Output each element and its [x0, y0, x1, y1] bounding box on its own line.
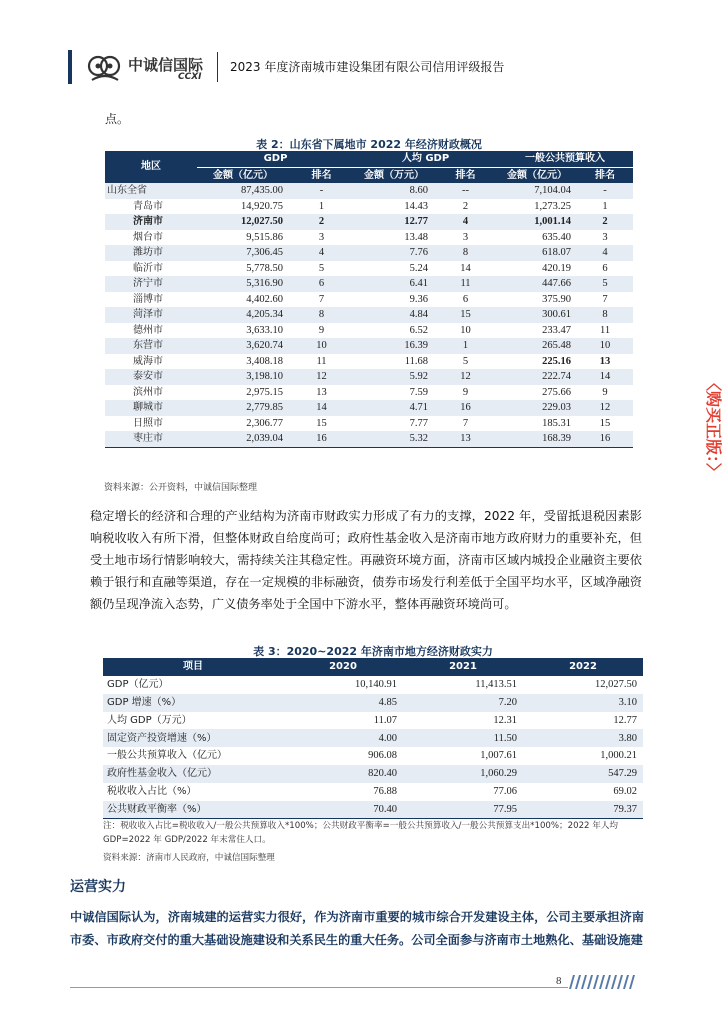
- cell-gdp-per-capita-rank: 12: [434, 369, 497, 385]
- cell-item: 政府性基金收入（亿元）: [103, 765, 283, 783]
- cell-budget-rank: 12: [577, 400, 633, 416]
- t3-head-year: 2022: [523, 658, 643, 676]
- cell-gdp: 2,779.85: [197, 400, 289, 416]
- cell-budget: 168.39: [497, 431, 577, 447]
- table2-regional-economy: [105, 151, 633, 448]
- cell-gdp-per-capita: 5.92: [354, 369, 434, 385]
- cell-gdp-per-capita-rank: 1: [434, 338, 497, 354]
- table-row: [105, 292, 633, 308]
- cell-2022: 12,027.50: [595, 679, 637, 691]
- cell-region: 青岛市: [133, 200, 163, 212]
- cell-gdp-per-capita-rank: 8: [434, 245, 497, 261]
- cell-gdp-per-capita: 6.41: [354, 276, 434, 292]
- table-row: [103, 801, 643, 819]
- cell-budget: 1,001.14: [497, 214, 577, 230]
- cell-2020: 76.88: [373, 785, 397, 797]
- cell-region: 滨州市: [133, 386, 163, 398]
- cell-budget-rank: -: [577, 183, 633, 199]
- cell-budget: 265.48: [497, 338, 577, 354]
- cell-gdp-per-capita: 4.84: [354, 307, 434, 323]
- header-separator: [217, 52, 218, 82]
- cell-region: 济宁市: [105, 276, 197, 292]
- cell-gdp-per-capita: 8.60: [354, 183, 434, 199]
- cell-gdp-rank: 1: [318, 200, 325, 212]
- cell-region: 威海市: [133, 355, 163, 367]
- cell-gdp-per-capita-rank: --: [434, 183, 497, 199]
- cell-gdp-per-capita: 7.77: [409, 417, 428, 429]
- cell-budget: 300.61: [497, 307, 577, 323]
- cell-budget-rank: 1: [602, 200, 608, 212]
- cell-gdp: 2,975.15: [246, 386, 283, 398]
- cell-budget: 447.66: [497, 276, 577, 292]
- table3-jinan-economy: [103, 658, 643, 819]
- table-row: [103, 676, 643, 694]
- table3-caption: 表 3：2020~2022 年济南市地方经济财政实力: [253, 645, 493, 658]
- cell-2021: 1,060.29: [403, 765, 523, 783]
- cell-budget-rank: 9: [602, 386, 608, 398]
- cell-item: GDP（亿元）: [107, 679, 169, 691]
- cell-gdp: 4,402.60: [246, 293, 283, 305]
- table3-note-text: 注：税收收入占比=税收收入/一般公共预算收入*100%；公共财政平衡率=一般公共预算收入/一般公共预算支出*100%；2022 年人均GDP=2022 年 GDP/2022 年末常住人口。: [103, 821, 619, 845]
- cell-region: 淄博市: [133, 293, 163, 305]
- footer-stripes-decoration: [567, 975, 637, 989]
- cell-region: 烟台市: [133, 231, 163, 243]
- cell-gdp-per-capita-rank: 5: [462, 355, 469, 367]
- table-row: [105, 276, 633, 292]
- cell-2021: 1,007.61: [480, 750, 517, 762]
- table-row: [103, 712, 643, 730]
- header-accent-bar: [68, 50, 72, 84]
- table2-caption: 表 2：山东省下属地市 2022 年经济财政概况: [256, 138, 482, 151]
- table-row: [105, 385, 633, 401]
- section-title: 运营实力: [70, 879, 126, 895]
- cell-gdp-rank: 11: [316, 355, 327, 367]
- cell-2022: 3.80: [523, 729, 643, 747]
- cell-gdp-per-capita: 7.59: [409, 386, 428, 398]
- cell-2021: 77.95: [403, 801, 523, 819]
- cell-item: 固定资产投资增速（%）: [103, 729, 283, 747]
- cell-gdp-per-capita-rank: 10: [460, 324, 471, 336]
- cell-gdp-per-capita-rank: 14: [460, 262, 471, 274]
- cell-budget: 1,273.25: [534, 200, 572, 212]
- cell-gdp-per-capita: 16.39: [354, 338, 434, 354]
- cell-region: 泰安市: [105, 369, 197, 385]
- cell-gdp-rank: 13: [316, 386, 327, 398]
- cell-budget: 225.16: [542, 355, 572, 367]
- cell-budget-rank: 7: [602, 293, 608, 305]
- cell-budget: 222.74: [497, 369, 577, 385]
- cell-budget-rank: 16: [577, 431, 633, 447]
- cell-gdp: 5,778.50: [246, 262, 283, 274]
- cell-gdp: 12,027.50: [197, 214, 289, 230]
- cell-gdp: 2,039.04: [197, 431, 289, 447]
- cell-gdp-rank: 7: [318, 293, 325, 305]
- cell-gdp-per-capita: 4.71: [354, 400, 434, 416]
- cell-budget: 185.31: [542, 417, 572, 429]
- cell-gdp: 4,205.34: [197, 307, 289, 323]
- cell-item: 一般公共预算收入（亿元）: [107, 750, 227, 762]
- t2-head-rank: 排名: [289, 167, 354, 183]
- cell-region: 菏泽市: [105, 307, 197, 323]
- table3-source: 资料来源：济南市人民政府，中诚信国际整理: [103, 853, 275, 863]
- cell-budget-rank: 2: [577, 214, 633, 230]
- section-text: 中诚信国际认为，济南城建的运营实力很好，作为济南市重要的城市综合开发建设主体，公司主要承担济南市委、市政府交付的重大基础设施建设和关系民生的重大任务。公司全面参与济南市土地熟化、基础设施建: [70, 910, 644, 947]
- cell-gdp-per-capita: 12.77: [354, 214, 434, 230]
- cell-budget-rank: 4: [577, 245, 633, 261]
- cell-gdp-per-capita-rank: 15: [434, 307, 497, 323]
- cell-item: GDP 增速（%）: [103, 694, 283, 712]
- cell-gdp-rank: 4: [289, 245, 354, 261]
- cell-2020: 4.85: [283, 694, 403, 712]
- table-row: [105, 199, 633, 215]
- cell-gdp: 7,306.45: [197, 245, 289, 261]
- t2-head-budget: 一般公共预算收入: [497, 151, 633, 167]
- cell-budget-rank: 15: [599, 417, 611, 429]
- table-row: [105, 230, 633, 246]
- cell-gdp-per-capita: 6.52: [409, 324, 428, 336]
- cell-2022: 3.10: [523, 694, 643, 712]
- cell-budget-rank: 13: [599, 355, 611, 367]
- ccxi-logo-icon: [86, 52, 124, 84]
- t2-head-rank: 排名: [434, 167, 497, 183]
- table3-note: [103, 819, 643, 865]
- cell-budget: 618.07: [497, 245, 577, 261]
- cell-budget: 275.66: [542, 386, 572, 398]
- table-row: [105, 369, 633, 385]
- cell-gdp-rank: 8: [289, 307, 354, 323]
- cell-budget-rank: 3: [602, 231, 608, 243]
- cell-2020: 906.08: [368, 750, 397, 762]
- cell-gdp-per-capita: 9.36: [409, 293, 428, 305]
- cell-budget: 635.40: [542, 231, 572, 243]
- cell-gdp-rank: 9: [318, 324, 325, 336]
- t2-head-region: 地区: [105, 151, 197, 183]
- cell-budget-rank: 11: [599, 324, 611, 336]
- cell-gdp-rank: -: [289, 183, 354, 199]
- cell-region: 东营市: [105, 338, 197, 354]
- t2-head-gdp: GDP: [197, 151, 354, 167]
- table-row: [105, 416, 633, 432]
- cell-gdp: 3,198.10: [197, 369, 289, 385]
- cell-gdp-per-capita: 11.68: [404, 355, 428, 367]
- cell-2021: 11,413.51: [475, 679, 517, 691]
- table-row: [103, 694, 643, 712]
- t2-head-gdp-per-capita: 人均 GDP: [354, 151, 497, 167]
- table-row: [105, 214, 633, 230]
- table-row: [103, 747, 643, 765]
- cell-region: 德州市: [133, 324, 163, 336]
- cell-2022: 1,000.21: [600, 750, 637, 762]
- cell-2021: 77.06: [493, 785, 517, 797]
- cell-gdp: 3,620.74: [197, 338, 289, 354]
- cell-gdp: 3,408.18: [246, 355, 283, 367]
- cell-2021: 11.50: [403, 729, 523, 747]
- cell-2020: 10,140.91: [355, 679, 397, 691]
- cell-gdp-per-capita-rank: 13: [434, 431, 497, 447]
- cell-gdp-rank: 5: [318, 262, 325, 274]
- report-title: 2023 年度济南城市建设集团有限公司信用评级报告: [230, 60, 505, 74]
- table-row: [103, 783, 643, 801]
- cell-gdp: 5,316.90: [197, 276, 289, 292]
- page-number: 8: [556, 975, 562, 987]
- cell-2022: 79.37: [523, 801, 643, 819]
- cell-gdp-rank: 10: [289, 338, 354, 354]
- ccxi-logo: [86, 52, 210, 86]
- cell-gdp-per-capita-rank: 7: [462, 417, 469, 429]
- stamp-text: 〈购买正版：〉: [704, 375, 723, 480]
- t2-head-amount: 金额（亿元）: [197, 167, 289, 183]
- logo-cn-text: 中诚信国际: [128, 56, 204, 74]
- cell-gdp: 3,633.10: [246, 324, 283, 336]
- cell-gdp: 87,435.00: [197, 183, 289, 199]
- cell-gdp-per-capita-rank: 2: [462, 200, 469, 212]
- t2-head-amount: 金额（万元）: [354, 167, 434, 183]
- cell-gdp-per-capita-rank: 9: [462, 386, 469, 398]
- cell-gdp-per-capita: 13.48: [404, 231, 428, 243]
- cell-2022: 547.29: [523, 765, 643, 783]
- table-row: [105, 323, 633, 339]
- cell-budget: 233.47: [542, 324, 572, 336]
- table-row: [105, 183, 633, 199]
- cell-gdp-per-capita: 14.43: [404, 200, 428, 212]
- table-row: [105, 400, 633, 416]
- cell-2020: 820.40: [283, 765, 403, 783]
- cell-item: 公共财政平衡率（%）: [103, 801, 283, 819]
- cell-gdp-per-capita: 5.32: [354, 431, 434, 447]
- cell-2020: 70.40: [283, 801, 403, 819]
- cell-region: 潍坊市: [105, 245, 197, 261]
- table-row: [105, 354, 633, 370]
- cell-budget-rank: 14: [577, 369, 633, 385]
- table-row: [105, 261, 633, 277]
- table-row: [103, 729, 643, 747]
- cell-gdp-rank: 6: [289, 276, 354, 292]
- t3-head-year: 2020: [283, 658, 403, 676]
- cell-gdp: 9,515.86: [246, 231, 283, 243]
- cell-region: 聊城市: [105, 400, 197, 416]
- cell-budget: 375.90: [542, 293, 572, 305]
- cell-region: 枣庄市: [105, 431, 197, 447]
- cell-gdp-per-capita: 7.76: [354, 245, 434, 261]
- cell-region: 济南市: [105, 214, 197, 230]
- cell-budget-rank: 10: [577, 338, 633, 354]
- logo-en-text: CCXI: [178, 72, 202, 82]
- cell-budget: 420.19: [542, 262, 572, 274]
- cell-2020: 11.07: [373, 714, 397, 726]
- table-row: [105, 245, 633, 261]
- t2-head-rank: 排名: [577, 167, 633, 183]
- cell-gdp-rank: 14: [289, 400, 354, 416]
- cell-2020: 4.00: [283, 729, 403, 747]
- cell-budget: 229.03: [497, 400, 577, 416]
- cell-gdp-rank: 15: [316, 417, 327, 429]
- cell-gdp-rank: 12: [289, 369, 354, 385]
- t2-head-amount: 金额（亿元）: [497, 167, 577, 183]
- cell-budget-rank: 8: [577, 307, 633, 323]
- cell-gdp-per-capita: 5.24: [409, 262, 428, 274]
- table2-source: 资料来源：公开资料，中诚信国际整理: [104, 483, 258, 493]
- cell-region: 临沂市: [133, 262, 163, 274]
- footer-rule: [70, 987, 568, 988]
- cell-gdp-rank: 2: [289, 214, 354, 230]
- cell-gdp-rank: 16: [289, 431, 354, 447]
- cell-2022: 12.77: [613, 714, 637, 726]
- t3-head-year: 2021: [403, 658, 523, 676]
- table-row: [105, 307, 633, 323]
- cell-item: 人均 GDP（万元）: [107, 714, 192, 726]
- cell-gdp-per-capita-rank: 11: [434, 276, 497, 292]
- cell-gdp-per-capita-rank: 4: [434, 214, 497, 230]
- cell-budget: 7,104.04: [497, 183, 577, 199]
- cell-region: 山东全省: [105, 183, 197, 199]
- table-row: [105, 431, 633, 447]
- cell-2021: 7.20: [403, 694, 523, 712]
- t3-head-item: 项目: [103, 658, 283, 676]
- table-row: [103, 765, 643, 783]
- body-paragraph: 稳定增长的经济和合理的产业结构为济南市财政实力形成了有力的支撑，2022 年，受留抵退税因素影响税收收入有所下滑，但整体财政自给度尚可；政府性基金收入是济南市地方政府财力的重要补充，但受土地市场行情影响较大，需持续关注其稳定性。再融资环境方面，济南市区域内城投企业融资主要依赖于银行和直融等渠道，存在一定规模的非标融资，债券市场发行利差低于全国平均水平，区域净融资额仍呈现净流入态势，广义债务率处于全国中下游水平，整体再融资环境尚可。: [90, 509, 642, 611]
- cell-gdp-per-capita-rank: 16: [434, 400, 497, 416]
- lead-text: 点。: [105, 112, 130, 126]
- cell-budget-rank: 6: [602, 262, 608, 274]
- red-stamp-mark: [700, 375, 724, 545]
- cell-gdp: 14,920.75: [241, 200, 283, 212]
- cell-2022: 69.02: [613, 785, 637, 797]
- cell-gdp: 2,306.77: [246, 417, 283, 429]
- cell-region: 日照市: [133, 417, 163, 429]
- cell-gdp-per-capita-rank: 3: [462, 231, 469, 243]
- cell-gdp-rank: 3: [318, 231, 325, 243]
- cell-budget-rank: 5: [577, 276, 633, 292]
- cell-gdp-per-capita-rank: 6: [462, 293, 469, 305]
- cell-item: 税收收入占比（%）: [107, 785, 197, 797]
- cell-2021: 12.31: [493, 714, 517, 726]
- table-row: [105, 338, 633, 354]
